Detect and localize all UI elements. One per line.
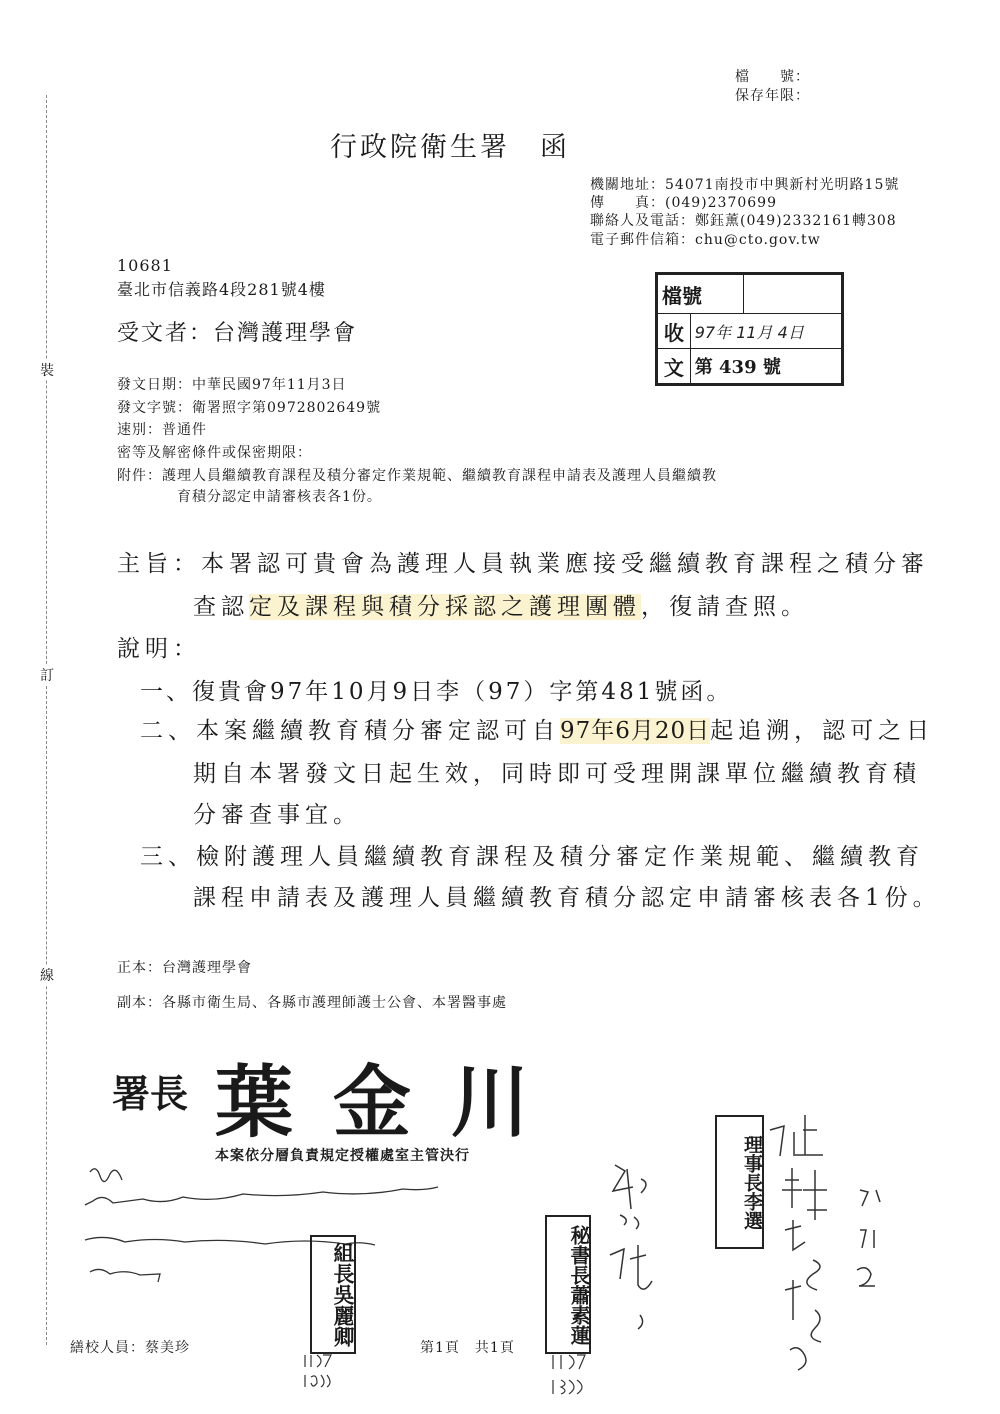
sender-contact: 聯絡人及電話：鄭鈺薰(049)2332161轉308 <box>590 213 897 229</box>
handwritten-time-right <box>548 1350 618 1400</box>
director-signature: 葉金川 <box>215 1057 570 1148</box>
sender-address: 機關地址：54071南投市中興新村光明路15號 <box>590 177 900 193</box>
recipient: 受文者：台灣護理學會 <box>117 321 358 346</box>
group-leader-seal-text: 組長吳麗卿 <box>331 1242 356 1347</box>
file-number-label: 檔 號： <box>735 69 810 85</box>
subject-line2 <box>193 588 809 621</box>
copy-recipients: 副本：各縣市衛生局、各縣市護理師護士公會、本署醫事處 <box>117 995 507 1011</box>
binding-char-xian: 線 <box>38 965 56 985</box>
postal-code: 10681 <box>117 256 173 275</box>
chairman-seal-text: 理事長李選 <box>741 1134 763 1230</box>
director-title: 署長 <box>112 1071 189 1116</box>
binding-char-zhuang: 裝 <box>38 360 56 380</box>
item-two-highlight-date: 97年6月20日 <box>560 718 711 744</box>
item-two-line1 <box>140 712 934 745</box>
handwritten-chairman-note <box>765 1110 895 1380</box>
subject-line2-start: 查認 <box>193 594 249 620</box>
subject-highlight: 定及課程與積分採認之護理團體 <box>249 594 641 620</box>
receipt-stamp <box>655 272 844 386</box>
document-number: 發文字號：衛署照字第0972802649號 <box>117 400 382 416</box>
handwritten-note-left <box>80 1160 470 1300</box>
item-two-line3: 分審查事宜。 <box>193 802 361 828</box>
handwritten-approval <box>600 1155 670 1335</box>
secrecy-level: 密等及解密條件或保密期限： <box>117 445 312 461</box>
attachment-line1: 附件：護理人員繼續教育課程及積分審定作業規範、繼續教育課程申請表及護理人員繼續教 <box>117 468 717 484</box>
subject-line2-end: ，復請查照。 <box>641 594 809 620</box>
stamp-recv-label: 收 <box>658 314 691 349</box>
item-three-line1: 三、檢附護理人員繼續教育課程及積分審定作業規範、繼續教育 <box>140 844 924 870</box>
stamp-doc-number: 第 439 號 <box>690 349 841 384</box>
delegation-note: 本案依分層負責規定授權處室主管決行 <box>215 1148 470 1164</box>
chairman-seal <box>715 1115 764 1249</box>
delivery-speed: 速別：普通件 <box>117 422 207 438</box>
group-leader-seal <box>310 1235 356 1354</box>
proofreader: 繕校人員：蔡美珍 <box>70 1340 190 1356</box>
issue-date: 發文日期：中華民國97年11月3日 <box>117 377 347 393</box>
secretary-general-seal-text: 秘書長蕭素蓮 <box>567 1224 591 1345</box>
sender-fax: 傳 真：(049)2370699 <box>590 195 777 211</box>
binding-char-ding: 訂 <box>38 665 56 685</box>
stamp-recv-date: 97年 11月 4日 <box>690 314 841 349</box>
explain-label: 說明： <box>117 636 201 662</box>
secretary-general-seal <box>545 1215 591 1354</box>
item-two-end: 起追溯，認可之日 <box>710 718 935 744</box>
subject-line1: 主旨：本署認可貴會為護理人員執業應接受繼續教育課程之積分審 <box>117 551 929 577</box>
item-two-line2: 期自本署發文日起生效，同時即可受理開課單位繼續教育積 <box>193 761 921 787</box>
retention-label: 保存年限： <box>735 88 810 104</box>
item-three-line2: 課程申請表及護理人員繼續教育積分認定申請審核表各1份。 <box>193 885 941 911</box>
handwritten-time-left <box>300 1350 360 1390</box>
sender-email: 電子郵件信箱：chu@cto.gov.tw <box>590 232 821 248</box>
stamp-doc-label: 文 <box>658 349 691 384</box>
stamp-file-label: 檔號 <box>658 275 744 314</box>
attachment-line2: 育積分認定申請審核表各1份。 <box>177 489 382 505</box>
original-recipient: 正本：台灣護理學會 <box>117 960 252 976</box>
document-title: 行政院衛生署 函 <box>330 132 570 163</box>
binding-line <box>46 95 47 1345</box>
recipient-street: 臺北市信義路4段281號4樓 <box>117 280 326 299</box>
item-two-start: 二、本案繼續教育積分審定認可自 <box>140 718 560 744</box>
item-one: 一、復貴會97年10月9日李（97）字第481號函。 <box>140 679 733 705</box>
page-number: 第1頁 共1頁 <box>420 1340 515 1356</box>
